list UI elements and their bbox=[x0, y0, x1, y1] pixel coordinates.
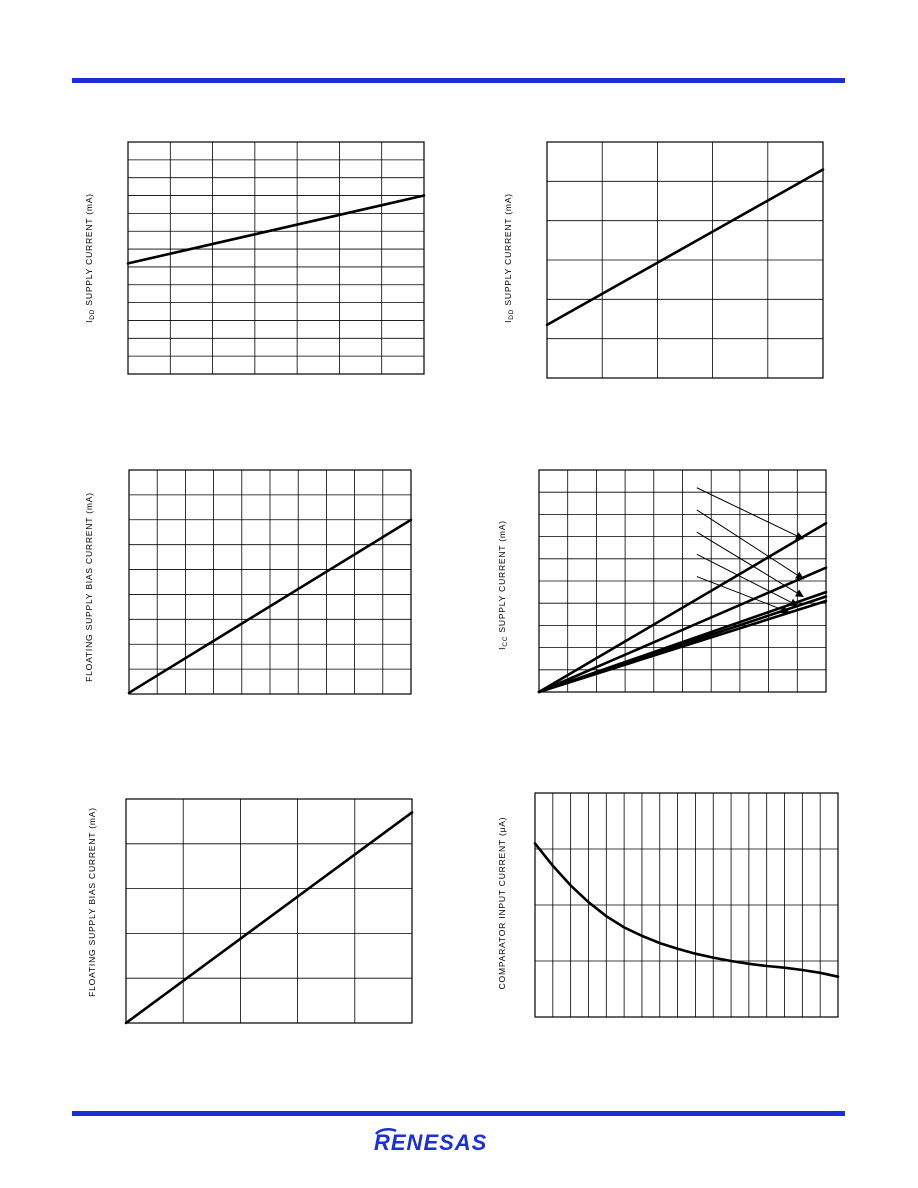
series-line-1 bbox=[547, 170, 823, 325]
series-line-1 bbox=[128, 196, 424, 264]
chart-4-plot bbox=[539, 470, 826, 692]
chart-2-plot bbox=[547, 142, 823, 378]
chart-6-ylabel: COMPARATOR INPUT CURRENT (μA) bbox=[497, 816, 507, 990]
chart-4-ylabel: $I_{CC}$ SUPPLY CURRENT (mA) bbox=[497, 520, 509, 650]
header-rule bbox=[72, 78, 845, 83]
annotation-arrow-3 bbox=[697, 532, 803, 596]
plot-frame bbox=[128, 142, 424, 374]
chart-1-plot bbox=[128, 142, 424, 374]
chart-6-plot bbox=[535, 793, 838, 1017]
renesas-logo bbox=[372, 1128, 524, 1154]
chart-2-ylabel: $I_{DD}$ SUPPLY CURRENT (mA) bbox=[503, 193, 515, 323]
annotation-arrow-4 bbox=[697, 554, 797, 605]
logo-text: RENESAS bbox=[374, 1130, 488, 1154]
chart-5-ylabel: FLOATING SUPPLY BIAS CURRENT (mA) bbox=[87, 807, 97, 997]
chart-3-ylabel: FLOATING SUPPLY BIAS CURRENT (mA) bbox=[84, 492, 94, 682]
chart-5-plot bbox=[126, 799, 412, 1023]
series-line-1 bbox=[535, 843, 838, 976]
footer-rule bbox=[72, 1111, 845, 1116]
chart-3-plot bbox=[129, 470, 411, 694]
chart-1-ylabel: $I_{DD}$ SUPPLY CURRENT (mA) bbox=[84, 193, 96, 323]
plot-frame bbox=[126, 799, 412, 1023]
annotation-arrow-1 bbox=[697, 488, 803, 539]
